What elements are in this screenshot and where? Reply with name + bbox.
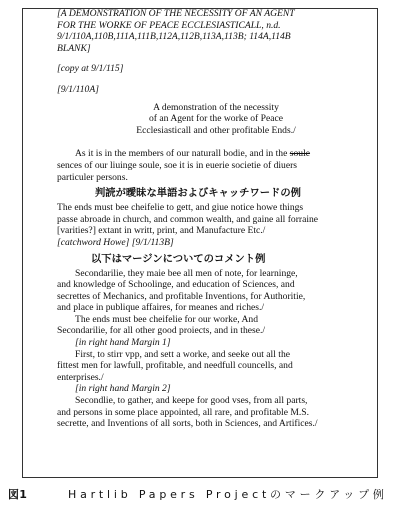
paragraph-line: Secondarilie, they maie bee all men of note, for learninge, [75,267,298,279]
paragraph-line: First, to stirr vpp, and sett a worke, and seeke out all the [75,348,291,360]
paragraph-line: enterprises./ [57,371,104,383]
paragraph-line: [varities?] extant in writt, print, and Manufacture Etc./ [57,225,266,237]
title-line: A demonstration of the necessity [153,101,279,113]
header-line: FOR THE WORKE OF PEACE ECCLESIASTICALL, n.d. [57,19,281,31]
document-header [57,8,375,54]
title-line: of an Agent for the worke of Peace [149,113,283,125]
folio-reference: [9/1/110A] [57,83,99,95]
header-line: BLANK] [57,42,91,54]
struck-word: soule [289,148,311,160]
paragraph-line: and knowledge of Schoolinge, and education of Sciences, and [57,279,295,291]
transcription-body [57,8,375,430]
paragraph-line: secrettes of Mechanics, and profitable Inventions, for Authoritie, [57,290,306,302]
paragraph [57,202,375,248]
paragraph-line: As it is in the members of our naturall bodie, and in the soule [75,148,311,160]
margin-note: [in right hand Margin 1] [75,337,171,349]
paragraph-line: Secondarilie, for all other good proiects, and in these./ [57,325,266,337]
paragraph [57,148,375,183]
figure-label: 図1 [8,488,28,501]
header-line: 9/1/110A,110B,111A,111B,112A,112B,113A,113B; 114A,114B [57,31,291,43]
caption-text: Hartlib Papers Projectのマークアップ例 [68,488,388,501]
paragraph-line: sences of our liuinge soule, soe it is in euerie societie of diuers [57,159,298,171]
header-line: [A DEMONSTRATION OF THE NECESSITY OF AN AGENT [57,8,295,19]
paragraph-line: particuler persons. [57,171,128,183]
paragraph-line: and persons in some place appointed, all rare, and profitable M.S. [57,406,310,418]
paragraph-line: and place in publique affaires, for meanes and riches./ [57,302,265,314]
paragraph-line: passe abroade in church, and common wealth, and gaine all forraine [57,213,319,225]
margin-note: [in right hand Margin 2] [75,383,171,395]
title-line: Ecclesiasticall and other profitable Ends./ [136,124,296,136]
document-title [57,102,375,137]
paragraph-line: fittest men for lawfull, profitable, and needfull councells, and [57,360,293,372]
paragraph-line: Secondlie, to gather, and keepe for good vses, from all parts, [75,395,308,407]
japanese-annotation-heading: 以下はマージンについてのコメント例 [91,252,266,265]
paragraph-line: The ends must bee cheifelie to gett, and giue notice howe things [57,202,304,214]
paragraph [57,268,375,430]
japanese-annotation-heading: 判読が曖昧な単語およびキャッチワードの例 [95,187,301,200]
paragraph-line: secrette, and Inventions of all sorts, both in Sciences, and Artifices./ [57,418,318,430]
catchword-note: [catchword Howe] [9/1/113B] [57,236,174,248]
paragraph-line: The ends must bee cheifelie for our worke, And [75,313,259,325]
copy-note: [copy at 9/1/115] [57,63,124,75]
